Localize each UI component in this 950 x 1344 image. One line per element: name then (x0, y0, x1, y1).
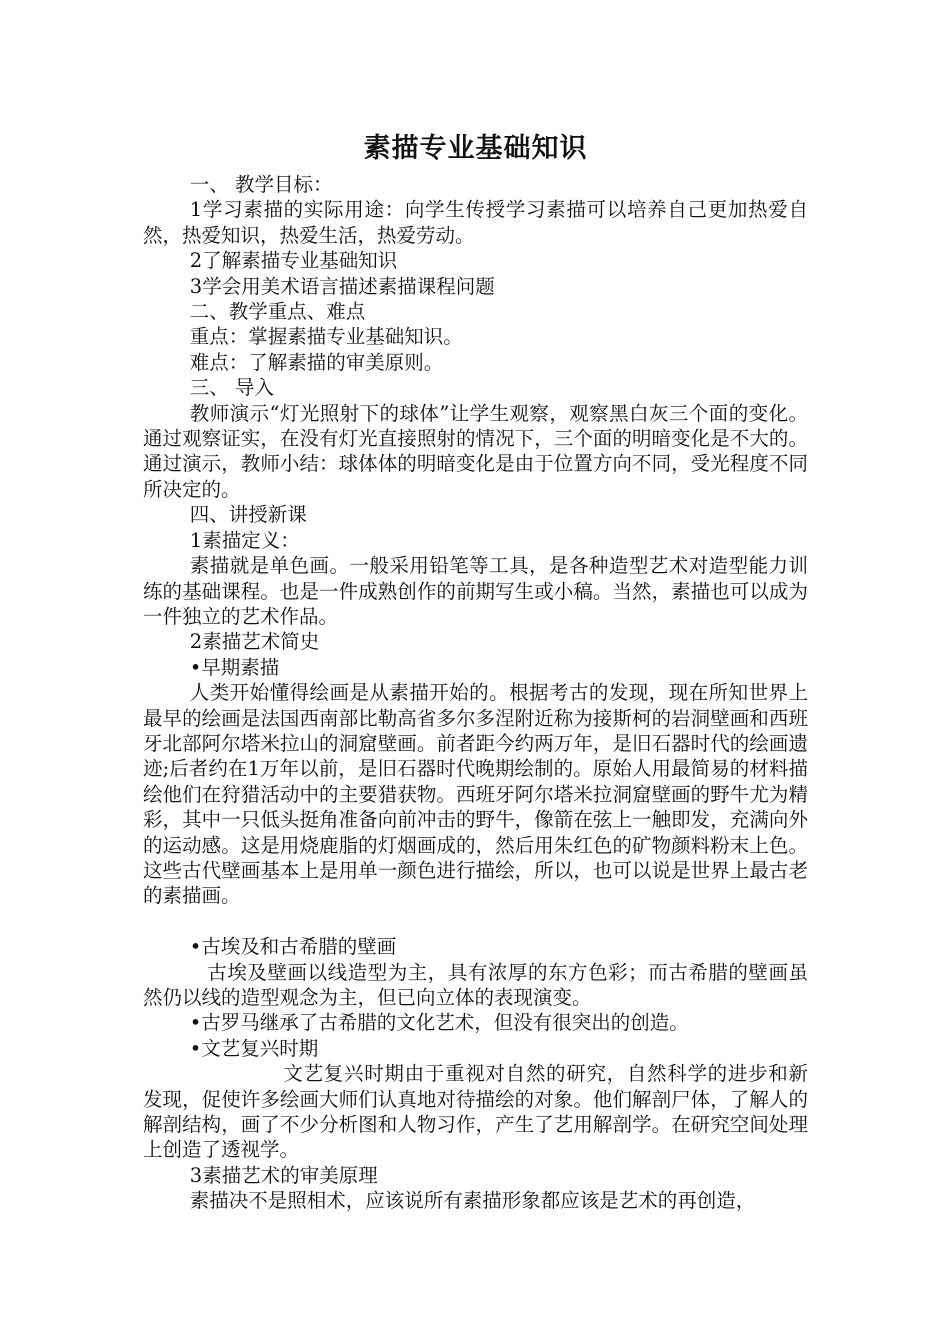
heading-new-lesson: 四、讲授新课 (189, 503, 307, 527)
heading-key-points: 二、教学重点、难点 (189, 300, 366, 324)
early-sketch-paragraph: 人类开始懂得绘画是从素描开始的。根据考古的发现，现在所知世界上最早的绘画是法国西南部比勒高省多尔多涅附近称为接斯柯的岩洞壁画和西班牙北部阿尔塔米拉山的洞窟壁画。前者距今约两万年，是旧石器时代的绘画遗迹;后者约在1万年以前，是旧石器时代晚期绘制的。原始人用最简易的材料描绘他们在狩猎活动中的主要猎获物。西班牙阿尔塔米拉洞窟壁画的野牛尤为精彩，其中一只低头挺角准备向前冲击的野牛，像箭在弦上一触即发，充满向外的运动感。这是用烧鹿脂的灯烟画成的，然后用朱红色的矿物颜料粉末上色。这些古代壁画基本上是用单一颜色进行描绘，所以，也可以说是世界上最古老的素描画。 (143, 681, 808, 908)
document-page (143, 130, 808, 1214)
subheading-history: 2素描艺术简史 (189, 630, 320, 654)
introduction-paragraph: 教师演示“灯光照射下的球体”让学生观察，观察黑白灰三个面的变化。通过观察证实，在没有灯光直接照射的情况下，三个面的明暗变化是不大的。通过演示，教师小结：球体体的明暗变化是由于位置方向不同，受光程度不同所决定的。 (143, 401, 808, 501)
bullet-early-sketch: •早期素描 (189, 655, 280, 679)
bullet-egypt-greece: •古埃及和古希腊的壁画 (189, 935, 397, 959)
bullet-renaissance: •文艺复兴时期 (189, 1036, 319, 1060)
goal-3-paragraph: 3学会用美术语言描述素描课程问题 (189, 274, 495, 298)
goal-1-paragraph: 1学习素描的实际用途：向学生传授学习素描可以培养自己更加热爱自然，热爱知识，热爱生活，热爱劳动。 (143, 198, 808, 247)
aesthetics-paragraph: 素描决不是照相术，应该说所有素描形象都应该是艺术的再创造， (189, 1189, 756, 1213)
heading-introduction: 三、 导入 (189, 376, 274, 400)
subheading-definition: 1素描定义： (189, 528, 300, 552)
heading-teaching-goals: 一、 教学目标： (189, 173, 333, 196)
subheading-aesthetics: 3素描艺术的审美原理 (189, 1163, 378, 1187)
egypt-greece-paragraph: 古埃及壁画以线造型为主，具有浓厚的东方色彩；而古希腊的壁画虽然仍以线的造型观念为主，但已向立体的表现演变。 (143, 960, 808, 1009)
goal-2-paragraph: 2了解素描专业基础知识 (189, 249, 398, 273)
key-point-paragraph: 重点：掌握素描专业基础知识。 (189, 325, 463, 349)
blank-line (143, 909, 808, 934)
difficulty-paragraph: 难点：了解素描的审美原则。 (189, 350, 444, 374)
bullet-rome: •古罗马继承了古希腊的文化艺术，但没有很突出的创造。 (189, 1011, 689, 1035)
definition-paragraph: 素描就是单色画。一般采用铅笔等工具，是各种造型艺术对造型能力训练的基础课程。也是一件成熟创作的前期写生或小稿。当然，素描也可以成为一件独立的艺术作品。 (143, 554, 808, 628)
document-title: 素描专业基础知识 (363, 133, 588, 164)
renaissance-paragraph: 文艺复兴时期由于重视对自然的研究，自然科学的进步和新发现，促使许多绘画大师们认真地对待描绘的对象。他们解剖尸体，了解人的解剖结构，画了不少分析图和人物习作，产生了艺用解剖学。在研究空间处理上创造了透视学。 (143, 1062, 808, 1162)
